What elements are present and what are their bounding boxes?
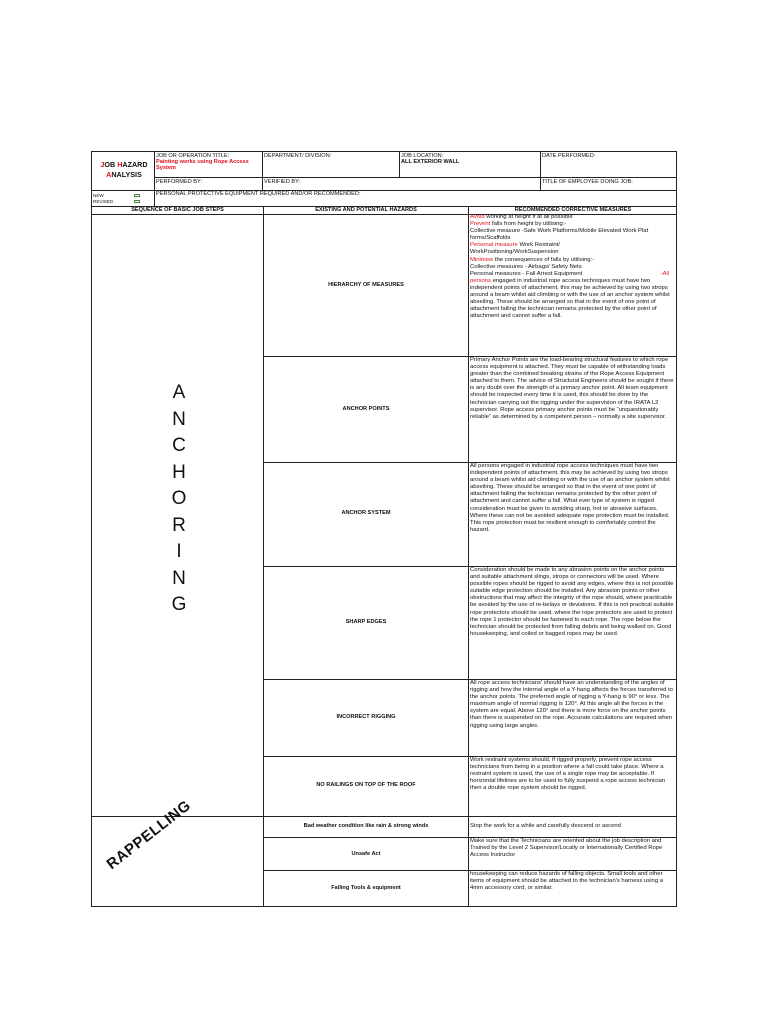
all-label: -All <box>660 270 669 277</box>
anchoring-letter: N <box>172 408 186 430</box>
ppe-label: PERSONAL PROTECTIVE EQUIPMENT REQUIRED AND/OR RECOMMENDED: <box>156 191 361 197</box>
rappelling-label: RAPPELLING <box>103 796 195 873</box>
anchoring-letter: C <box>172 435 186 456</box>
measures-no-railings: Work restraint systems should, if rigged properly, prevent rope access technicians from being in a position where a fall could take place. Where a restraint system is used, the use of a single rope may be acceptable. If horizontal lifelines are to be used to fully suspend a rope access technician then a double rope system should be rigged. <box>470 757 666 792</box>
anchoring-letter: N <box>172 567 186 589</box>
measures-sharp-edges: Consideration should be made to any abrasion points on the anchor points and suitable attachment slings, strops or connectors will be used. Where possible ropes should be rigged to avoid any edges, where this is not possible suitable edge protection should be installed. Any abrasion points or other obstructions that may affect the integrity of the rope should, where practicable be avoided by the use of re-belays or deviations. If this is not practical suitable rope protectors should be used. where the rope protectors are used to protect the rope 1 protector should be fastened to each rope. The rope below the technician should be protected from falling debris and being walked on. Good housekeeping, and coiled or bagged ropes may be used. <box>470 567 674 637</box>
measure-line: Collective measure -Safe Work Platforms/Mobile Elevated Work Plat <box>470 228 649 235</box>
anchoring-letter: H <box>172 461 186 483</box>
title-letter-h: H <box>117 160 123 169</box>
location-label: JOB LOCATION: <box>401 153 444 159</box>
measures-anchor-points: Primary Anchor Points are the load-bearing structural features to which rope access equipment is attached. They must be capable of withstanding loads greater than the combined breaking strains of the Rope Access Equipment attached to them. The advice of Structural Engineers should be sought if there is any doubt over the strength of a primary anchor point. All team equipment should be inspected every time it is used, this should be done by the technician carrying out the rigging under the supervision of the IRATA L2 supervisor. Rope access primary anchor points must be “unquestionably reliable” as determined by a competent person – normally a site supervisor. <box>470 357 674 420</box>
new-checkbox[interactable] <box>134 194 140 197</box>
hazard-anchor-system: ANCHOR SYSTEM <box>341 510 391 516</box>
title-part-nalysis: NALYSIS <box>111 170 142 179</box>
job-title-label: JOB OR OPERATION TITLE: <box>156 153 230 159</box>
measures-bad-weather: Stop the work for a while and carefully descend or ascend <box>470 823 621 829</box>
title-letter-a: A <box>106 170 112 179</box>
col-header-hazards: EXISTING AND POTENTIAL HAZARDS <box>315 207 417 213</box>
hazard-falling-tools: Falling Tools & equipment <box>331 885 401 891</box>
hazard-incorrect-rigging: INCORRECT RIGGING <box>336 714 396 720</box>
measure-line: Personal measure Work Restraint/ <box>470 242 560 249</box>
measure-line: Avoid working at height if at all possible <box>470 214 573 220</box>
anchoring-letter: O <box>171 488 187 509</box>
new-label: NEW <box>93 193 104 198</box>
location-value: ALL EXTERIOR WALL <box>401 159 460 165</box>
col-header-steps: SEQUENCE OF BASIC JOB STEPS <box>131 207 224 213</box>
anchoring-letter: G <box>171 594 187 615</box>
measure-line: Collective measures - Airbags/ Safety Nets <box>470 263 582 270</box>
hazard-anchor-points: ANCHOR POINTS <box>342 406 390 412</box>
title-part-ob: OB <box>104 160 118 169</box>
measure-line: forms/Scaffolds <box>470 235 511 242</box>
performed-by-label: PERFORMED BY: <box>156 179 203 185</box>
col-header-measures: RECOMMENDED CORRECTIVE MEASURES <box>514 207 632 213</box>
measures-anchor-system: All persons engaged in industrial rope access techniques must have two independent points of attachment, this may be achieved by using two strops around a beam whilst aid climbing or with the use of an anchor system whilst abseiling. These should be arranged so that in the event of one point of attachment failing the technician remains protected by the other point of attachment and cannot suffer a fall. What ever type of system is rigged consideration must be given to avoiding sharp, hot or abrasive surfaces. Where these can not be avoided adequate rope protection must be installed. This rope protection must be resilient enough to comfortably control the hazard. <box>470 463 670 533</box>
hazard-hierarchy-of-measures: HIERARCHY OF MEASURES <box>328 282 404 288</box>
title-part-azard: AZARD <box>122 160 148 169</box>
measures-hierarchy <box>469 214 677 320</box>
employee-title-label: TITLE OF EMPLOYEE DOING JOB: <box>542 179 633 185</box>
anchoring-letter: I <box>176 541 182 562</box>
measures-unsafe-act: Make sure that the Technicians are oriented about the job description and Trained by the Level 2 Supervisor/Locally or Internationally Certified Rope Access Instructor <box>470 838 663 859</box>
measure-line: Minimise the consequences of falls by utilising:- <box>470 256 595 263</box>
measures-incorrect-rigging: All rope access technicians' should have an understanding of the angles of rigging and how the internal angle of a Y-hang affects the forces transferred to the anchor points. The preferred angle of rigging a Y-hang is 90° or less. The maximum angle of normal rigging is 120°. At this angle all the forces in the system are equal. Above 120° and there is more force on the anchor points than there is suspended on the rope. Accurate calculations are required when rigging using large angles. <box>470 680 673 729</box>
anchoring-letter: R <box>172 514 186 536</box>
measure-line: Prevent falls from height by utilising:- <box>470 221 567 228</box>
verified-by-label: VERIFIED BY: <box>264 179 301 185</box>
job-hazard-analysis-form <box>91 151 677 907</box>
revised-checkbox[interactable] <box>134 200 140 203</box>
hazard-no-railings: NO RAILINGS ON TOP OF THE ROOF <box>316 782 416 788</box>
hazard-sharp-edges: SHARP EDGES <box>345 619 387 625</box>
job-title-value: Painting works using Rope Access System <box>156 159 249 172</box>
anchoring-label <box>164 380 194 619</box>
measure-line: Personal measures - Fall Arrest Equipment -All <box>470 270 669 277</box>
measure-line: WorkPositioning/WorkSuspension <box>470 249 559 256</box>
hazard-bad-weather: Bad weather condition like rain & strong winds <box>303 823 429 829</box>
date-performed-label: DATE PERFORMED: <box>542 153 596 159</box>
hazard-unsafe-act: Unsafe Act <box>351 851 381 857</box>
measure-line: persons engaged in industrial rope access techniques must have two independent points of attachment, this may be achieved by using two strops around a beam whilst aid climbing or with the use of an anchor system whilst abseiling. These should be arranged so that in the event of one point of attachment failing the technician remains protected by the other point of attachment and cannot suffer a fall. <box>470 277 670 320</box>
form-title <box>94 160 154 180</box>
department-label: DEPARTMENT/ DIVISION: <box>264 153 332 159</box>
revised-label: REVISED <box>93 199 114 204</box>
title-letter-j: J <box>100 160 105 169</box>
anchoring-letter: A <box>172 382 186 403</box>
measures-falling-tools: housekeeping can reduce hazards of falling objects. Small tools and other items of equipment should be attached to the technician's harness using a 4mm accessory cord, or similar. <box>470 871 664 892</box>
